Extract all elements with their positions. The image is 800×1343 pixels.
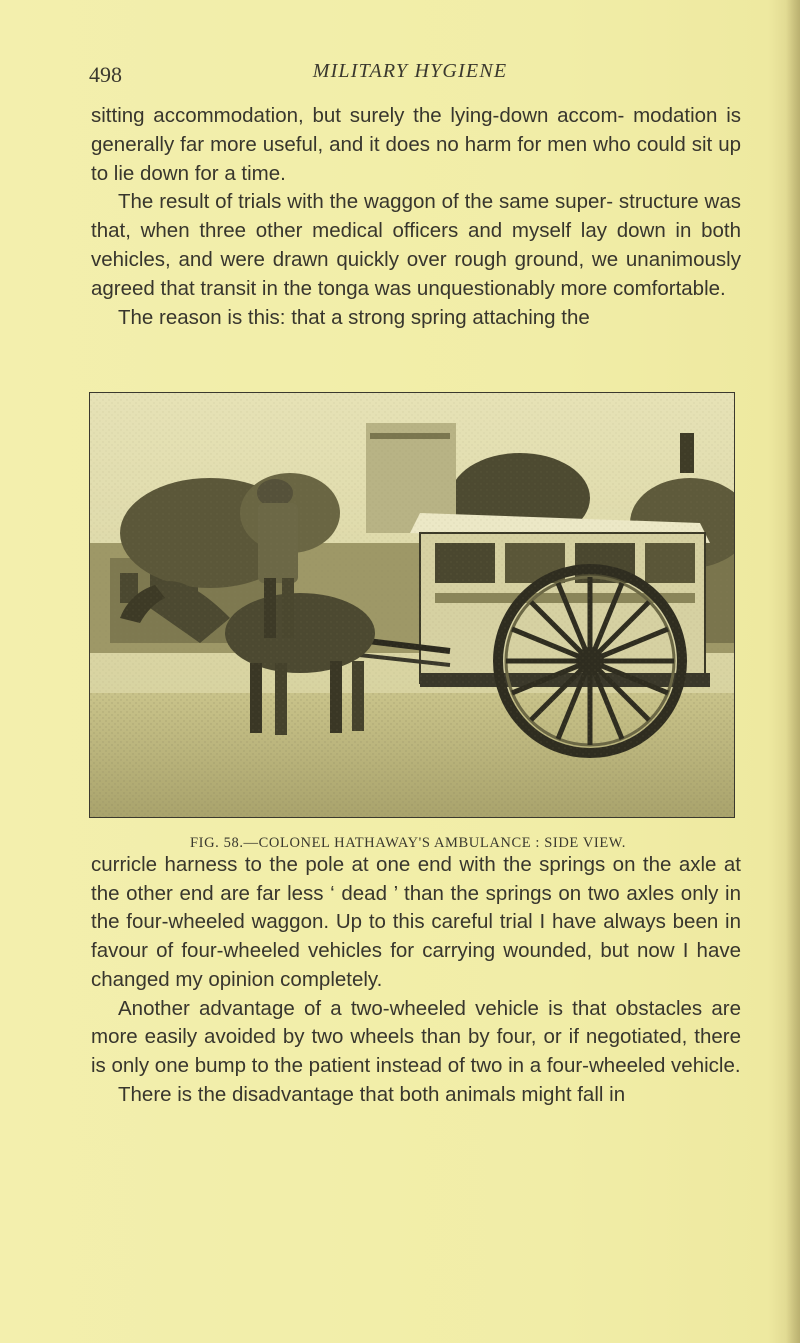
paragraph: There is the disadvantage that both animals might fall in <box>118 1082 626 1106</box>
paragraph: The result of trials with the waggon of the same super- structure was that, when three other medical officers and myself lay down in both vehicles, and were drawn quickly over rough ground, we unanimously agreed that transit in the tonga was unquestionably more comfortable. <box>91 190 741 300</box>
paragraph: sitting accommodation, but surely the lying-down accom- modation is generally far more useful, and it does no harm for men who could sit up to lie down for a time. <box>91 104 741 185</box>
figure-photograph-ambulance <box>89 392 735 818</box>
paragraph: Another advantage of a two-wheeled vehicle is that obstacles are more easily avoided by two wheels than by four, or if negotiated, there is only one bump to the patient instead of two in a four-wheeled vehicle. <box>91 996 741 1077</box>
paragraph: The reason is this: that a strong spring attaching the <box>118 305 590 329</box>
figure-caption: FIG. 58.—COLONEL HATHAWAY'S AMBULANCE : SIDE VIEW. <box>190 835 626 851</box>
running-title: MILITARY HYGIENE <box>312 60 508 82</box>
body-text-bottom <box>91 851 741 1109</box>
page-number: 498 <box>89 62 122 87</box>
page-edge-shadow <box>786 0 800 1343</box>
paragraph: curricle harness to the pole at one end with the springs on the axle at the other end are far less ‘ dead ’ than the springs on two axles only in the four-wheeled waggon. Up to this careful trial I have always been in favour of four-wheeled vehicles for carrying wounded, but now I have changed my opinion completely. <box>91 853 741 991</box>
ambulance-photo-illustration <box>90 393 734 817</box>
body-text-top <box>91 102 741 332</box>
